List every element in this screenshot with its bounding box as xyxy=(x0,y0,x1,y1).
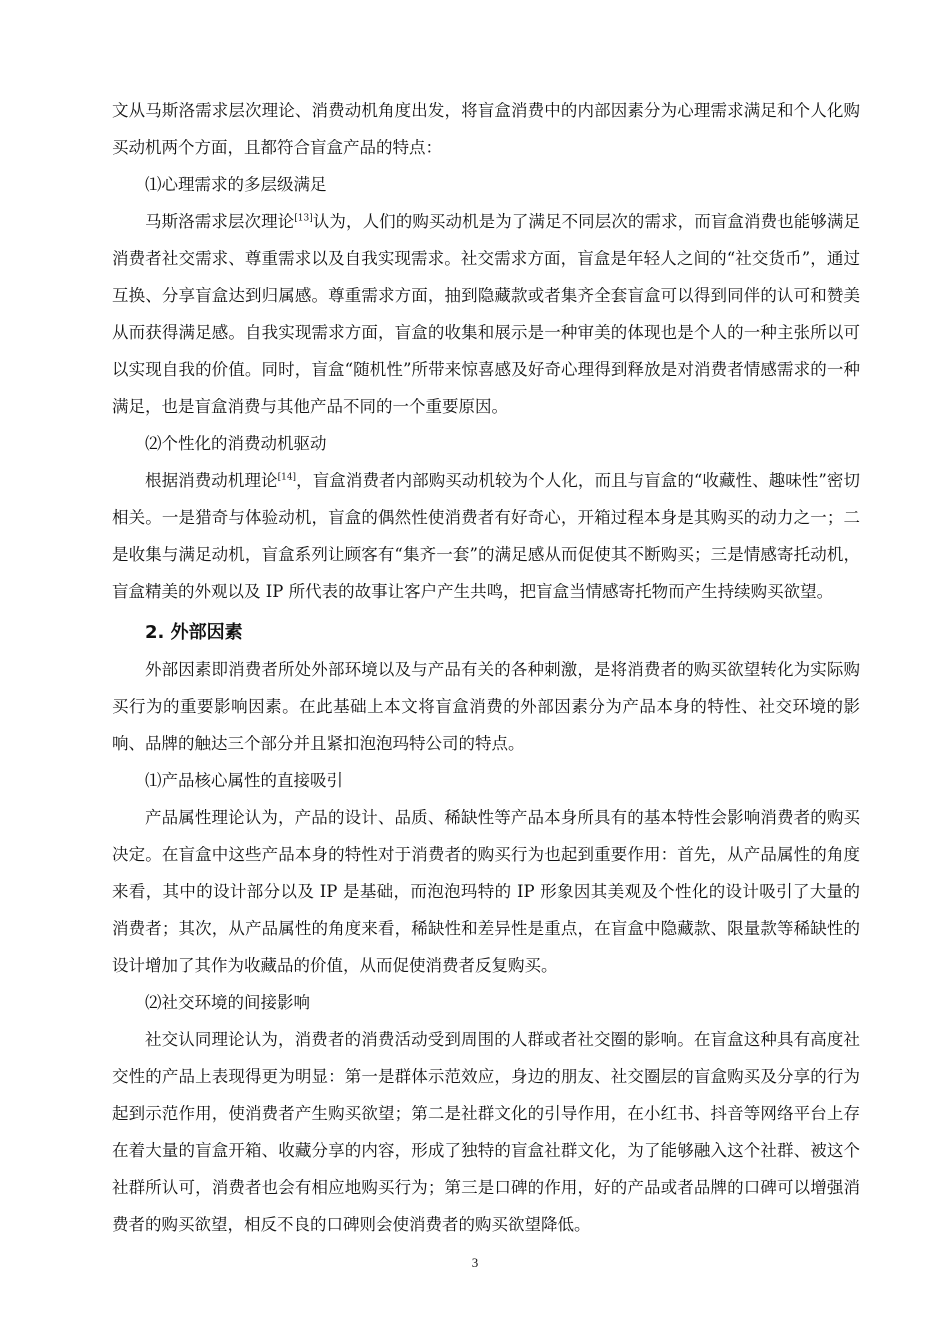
paragraph-external-factors: 外部因素即消费者所处外部环境以及与产品有关的各种刺激，是将消费者的购买欲望转化为实际购买行为的重要影响因素。在此基础上本文将盲盒消费的外部因素分为产品本身的特性、社交环境的影响、品牌的触达三个部分并且紧扣泡泡玛特公司的特点。 xyxy=(112,660,860,753)
paragraph-maslow-lead: 马斯洛需求层次理论 xyxy=(145,212,295,231)
paragraph-motivation-body: ，盲盒消费者内部购买动机较为个人化，而且与盲盒的“收藏性、趣味性”密切相关。一是猎奇与体验动机，盲盒的偶然性使消费者有好奇心，开箱过程本身是其购买的动力之一；二是收集与满足动机，盲盒系列让顾客有“集齐一套”的满足感从而促使其不断购买；三是情感寄托动机，盲盒精美的外观以及 IP 所代表的故事让客户产生共鸣，把盲盒当情感寄托物而产生持续购买欲望。 xyxy=(112,471,861,601)
paragraph-product-attributes: 产品属性理论认为，产品的设计、品质、稀缺性等产品本身所具有的基本特性会影响消费者的购买决定。在盲盒中这些产品本身的特性对于消费者的购买行为也起到重要作用：首先，从产品属性的角度来看，其中的设计部分以及 IP 是基础，而泡泡玛特的 IP 形象因其美观及个性化的设计吸引了大量的消费者；其次，从产品属性的角度来看，稀缺性和差异性是重点，在盲盒中隐藏款、限量款等稀缺性的设计增加了其作为收藏品的价值，从而促使消费者反复购买。 xyxy=(112,808,860,975)
paragraph-social-environment: 社交认同理论认为，消费者的消费活动受到周围的人群或者社交圈的影响。在盲盒这种具有高度社交性的产品上表现得更为明显：第一是群体示范效应，身边的朋友、社交圈层的盲盒购买及分享的行为起到示范作用，使消费者产生购买欲望；第二是社群文化的引导作用，在小红书、抖音等网络平台上存在着大量的盲盒开箱、收藏分享的内容，形成了独特的盲盒社群文化，为了能够融入这个社群、被这个社群所认可，消费者也会有相应地购买行为；第三是口碑的作用，好的产品或者品牌的口碑可以增强消费者的购买欲望，相反不良的口碑则会使消费者的购买欲望降低。 xyxy=(112,1030,860,1234)
paragraph-motivation xyxy=(112,462,860,610)
paragraph-maslow-body: 认为，人们的购买动机是为了满足不同层次的需求，而盲盒消费也能够满足消费者社交需求、尊重需求以及自我实现需求。社交需求方面，盲盒是年轻人之间的“社交货币”，通过互换、分享盲盒达到归属感。尊重需求方面，抽到隐藏款或者集齐全套盲盒可以得到同伴的认可和赞美从而获得满足感。自我实现需求方面，盲盒的收集和展示是一种审美的体现也是个人的一种主张所以可以实现自我的价值。同时，盲盒“随机性”所带来惊喜感及好奇心理得到释放是对消费者情感需求的一种满足，也是盲盒消费与其他产品不同的一个重要原因。 xyxy=(112,212,861,416)
section-heading-external-factors: 2. 外部因素 xyxy=(145,622,243,643)
citation-14: [14] xyxy=(277,472,297,483)
citation-13: [13] xyxy=(294,213,313,224)
subheading-psychological-needs: ⑴心理需求的多层级满足 xyxy=(145,175,327,194)
subheading-social-environment: ⑵社交环境的间接影响 xyxy=(145,993,310,1012)
page-number: 3 xyxy=(471,1255,479,1270)
subheading-product-attributes: ⑴产品核心属性的直接吸引 xyxy=(145,771,343,790)
paragraph-motivation-lead: 根据消费动机理论 xyxy=(145,471,278,490)
subheading-personal-motivation: ⑵个性化的消费动机驱动 xyxy=(145,434,327,453)
paragraph-intro-continued: 文从马斯洛需求层次理论、消费动机角度出发，将盲盒消费中的内部因素分为心理需求满足和个人化购买动机两个方面，且都符合盲盒产品的特点： xyxy=(112,101,860,157)
paragraph-maslow xyxy=(112,203,860,425)
